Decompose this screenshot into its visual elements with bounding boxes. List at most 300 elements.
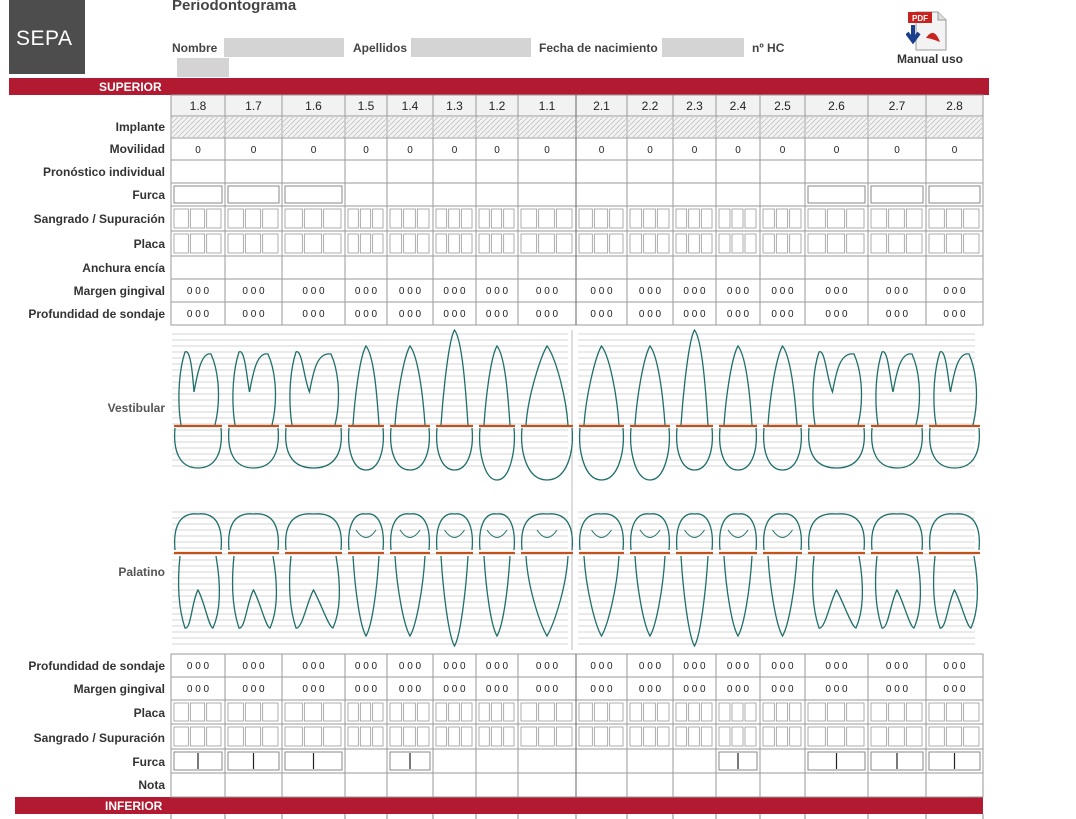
placa-checkbox[interactable] xyxy=(689,234,700,253)
implante-cell[interactable] xyxy=(477,117,517,137)
sangrado-checkbox[interactable] xyxy=(228,209,243,228)
profundidad-sondaje-value: 0 0 0 xyxy=(638,661,662,672)
sangrado-checkbox[interactable] xyxy=(906,209,922,228)
sangrado-checkbox[interactable] xyxy=(732,209,743,228)
placa-checkbox[interactable] xyxy=(594,703,607,721)
movilidad-value: 0 xyxy=(250,145,257,156)
placa-checkbox[interactable] xyxy=(539,703,555,721)
sangrado-checkbox[interactable] xyxy=(521,727,537,746)
placa-checkbox[interactable] xyxy=(701,703,712,721)
sangrado-checkbox[interactable] xyxy=(827,727,844,746)
placa-checkbox[interactable] xyxy=(676,234,687,253)
tooth-vestibular-2.4[interactable] xyxy=(719,346,757,470)
placa-checkbox[interactable] xyxy=(732,234,743,253)
placa-checkbox[interactable] xyxy=(174,234,188,253)
sepa-logo: SEPA xyxy=(9,0,85,74)
row-label-furca: Furca xyxy=(132,188,165,202)
placa-checkbox[interactable] xyxy=(790,234,801,253)
placa-checkbox[interactable] xyxy=(964,234,979,253)
row-label-sangrado: Sangrado / Supuración xyxy=(33,212,165,226)
placa-checkbox[interactable] xyxy=(348,234,358,253)
sangrado-checkbox[interactable] xyxy=(174,727,188,746)
profundidad-sondaje-value: 0 0 0 xyxy=(825,309,848,320)
movilidad-value: 0 xyxy=(894,145,900,156)
placa-checkbox[interactable] xyxy=(929,234,944,253)
placa-checkbox[interactable] xyxy=(245,703,260,721)
placa-checkbox[interactable] xyxy=(360,234,370,253)
tooth-palatino-2.5[interactable] xyxy=(763,514,802,636)
sangrado-checkbox[interactable] xyxy=(449,209,460,228)
tooth-palatino-1.8[interactable] xyxy=(174,514,222,628)
sangrado-checkbox[interactable] xyxy=(245,209,260,228)
placa-checkbox[interactable] xyxy=(504,234,514,253)
sangrado-checkbox[interactable] xyxy=(263,727,278,746)
sangrado-checkbox[interactable] xyxy=(491,209,501,228)
implante-cell[interactable] xyxy=(519,117,575,137)
profundidad-sondaje-value: 0 0 0 xyxy=(771,661,794,672)
placa-checkbox[interactable] xyxy=(847,234,864,253)
furca-input[interactable] xyxy=(808,186,865,203)
placa-checkbox[interactable] xyxy=(228,234,243,253)
row-label-profundidad-sondaje: Profundidad de sondaje xyxy=(28,307,165,321)
sangrado-checkbox[interactable] xyxy=(504,209,514,228)
sangrado-checkbox[interactable] xyxy=(644,209,656,228)
sangrado-checkbox[interactable] xyxy=(763,209,774,228)
placa-checkbox[interactable] xyxy=(207,234,221,253)
implante-cell[interactable] xyxy=(674,117,715,137)
tooth-palatino-1.6[interactable] xyxy=(285,514,342,628)
margen-gingival-value: 0 0 0 xyxy=(535,286,559,297)
movilidad-value: 0 xyxy=(363,145,369,156)
placa-checkbox[interactable] xyxy=(946,703,961,721)
tooth-vestibular-2.8[interactable] xyxy=(929,352,980,468)
profundidad-sondaje-value: 0 0 0 xyxy=(354,309,378,320)
tooth-vestibular-2.7[interactable] xyxy=(871,352,923,468)
placa-checkbox[interactable] xyxy=(449,234,460,253)
placa-checkbox[interactable] xyxy=(190,703,204,721)
tooth-vestibular-1.7[interactable] xyxy=(228,352,279,468)
sangrado-checkbox[interactable] xyxy=(579,209,592,228)
placa-checkbox[interactable] xyxy=(579,703,592,721)
margen-gingival-value: 0 0 0 xyxy=(771,684,794,695)
placa-checkbox[interactable] xyxy=(539,234,555,253)
table-row xyxy=(171,302,983,325)
sangrado-checkbox[interactable] xyxy=(436,727,447,746)
sangrado-checkbox[interactable] xyxy=(521,209,537,228)
sangrado-checkbox[interactable] xyxy=(676,727,687,746)
implante-cell[interactable] xyxy=(388,117,432,137)
sangrado-checkbox[interactable] xyxy=(556,209,572,228)
implante-cell[interactable] xyxy=(577,117,626,137)
tooth-vestibular-2.6[interactable] xyxy=(808,352,865,468)
implante-cell[interactable] xyxy=(172,117,224,137)
placa-checkbox[interactable] xyxy=(610,703,623,721)
margen-gingival-value: 0 0 0 xyxy=(683,684,706,695)
profundidad-sondaje-value: 0 0 0 xyxy=(885,309,909,320)
sangrado-checkbox[interactable] xyxy=(964,727,979,746)
tooth-palatino-1.1[interactable] xyxy=(521,514,573,636)
placa-checkbox[interactable] xyxy=(390,234,402,253)
placa-checkbox[interactable] xyxy=(404,234,416,253)
tooth-palatino-2.2[interactable] xyxy=(630,514,670,636)
placa-checkbox[interactable] xyxy=(732,703,743,721)
placa-checkbox[interactable] xyxy=(827,234,844,253)
margen-gingival-value: 0 0 0 xyxy=(242,684,265,695)
placa-checkbox[interactable] xyxy=(228,703,243,721)
sangrado-checkbox[interactable] xyxy=(228,727,243,746)
sangrado-checkbox[interactable] xyxy=(776,727,787,746)
tooth-palatino-1.7[interactable] xyxy=(228,514,279,628)
placa-checkbox[interactable] xyxy=(630,703,642,721)
sangrado-checkbox[interactable] xyxy=(190,727,204,746)
row-label-nota: Nota xyxy=(138,778,165,792)
implante-cell[interactable] xyxy=(761,117,804,137)
placa-checkbox[interactable] xyxy=(745,703,756,721)
placa-checkbox[interactable] xyxy=(657,703,669,721)
sangrado-checkbox[interactable] xyxy=(479,209,489,228)
placa-checkbox[interactable] xyxy=(285,703,302,721)
margen-gingival-value: 0 0 0 xyxy=(638,684,662,695)
placa-checkbox[interactable] xyxy=(579,234,592,253)
sangrado-checkbox[interactable] xyxy=(207,727,221,746)
placa-checkbox[interactable] xyxy=(871,234,887,253)
sangrado-checkbox[interactable] xyxy=(763,727,774,746)
placa-checkbox[interactable] xyxy=(610,234,623,253)
placa-checkbox[interactable] xyxy=(436,234,447,253)
placa-checkbox[interactable] xyxy=(504,703,514,721)
tooth-number-1.3: 1.3 xyxy=(446,99,463,113)
sangrado-checkbox[interactable] xyxy=(504,727,514,746)
furca-input[interactable] xyxy=(929,186,980,203)
profundidad-sondaje-value: 0 0 0 xyxy=(398,309,422,320)
margen-gingival-value: 0 0 0 xyxy=(398,684,422,695)
row-label-placa-lower: Placa xyxy=(133,706,165,720)
sangrado-checkbox[interactable] xyxy=(719,727,730,746)
sangrado-checkbox[interactable] xyxy=(808,209,825,228)
sangrado-checkbox[interactable] xyxy=(745,727,756,746)
placa-checkbox[interactable] xyxy=(808,703,825,721)
placa-checkbox[interactable] xyxy=(776,703,787,721)
tooth-palatino-2.6[interactable] xyxy=(808,514,865,628)
margen-gingival-value: 0 0 0 xyxy=(535,684,559,695)
movilidad-value: 0 xyxy=(735,145,741,156)
sangrado-checkbox[interactable] xyxy=(190,209,204,228)
tooth-number-1.2: 1.2 xyxy=(488,99,506,113)
tooth-vestibular-1.8[interactable] xyxy=(174,352,222,468)
placa-checkbox[interactable] xyxy=(304,703,321,721)
placa-checkbox[interactable] xyxy=(719,234,730,253)
placa-checkbox[interactable] xyxy=(946,234,961,253)
sangrado-checkbox[interactable] xyxy=(245,727,260,746)
sangrado-checkbox[interactable] xyxy=(644,727,656,746)
profundidad-sondaje-value: 0 0 0 xyxy=(590,309,613,320)
implante-cell[interactable] xyxy=(434,117,475,137)
sangrado-checkbox[interactable] xyxy=(676,209,687,228)
implante-cell[interactable] xyxy=(346,117,386,137)
sangrado-checkbox[interactable] xyxy=(719,209,730,228)
sangrado-checkbox[interactable] xyxy=(390,209,402,228)
placa-checkbox[interactable] xyxy=(594,234,607,253)
placa-checkbox[interactable] xyxy=(657,234,669,253)
sangrado-checkbox[interactable] xyxy=(732,727,743,746)
profundidad-sondaje-value: 0 0 0 xyxy=(535,309,559,320)
placa-checkbox[interactable] xyxy=(461,703,472,721)
profundidad-sondaje-value: 0 0 0 xyxy=(485,661,509,672)
implante-cell[interactable] xyxy=(283,117,344,137)
sangrado-checkbox[interactable] xyxy=(745,209,756,228)
placa-checkbox[interactable] xyxy=(245,234,260,253)
placa-checkbox[interactable] xyxy=(207,703,221,721)
placa-checkbox[interactable] xyxy=(521,234,537,253)
movilidad-value: 0 xyxy=(544,145,550,156)
sangrado-checkbox[interactable] xyxy=(630,727,642,746)
tooth-palatino-2.8[interactable] xyxy=(929,514,980,628)
sangrado-checkbox[interactable] xyxy=(348,727,358,746)
sangrado-checkbox[interactable] xyxy=(417,209,429,228)
placa-checkbox[interactable] xyxy=(324,234,341,253)
implante-cell[interactable] xyxy=(628,117,672,137)
sangrado-checkbox[interactable] xyxy=(630,209,642,228)
placa-checkbox[interactable] xyxy=(390,703,402,721)
tooth-palatino-2.7[interactable] xyxy=(871,514,923,628)
sangrado-checkbox[interactable] xyxy=(776,209,787,228)
sangrado-checkbox[interactable] xyxy=(404,209,416,228)
tooth-palatino-1.4[interactable] xyxy=(390,514,430,636)
placa-checkbox[interactable] xyxy=(676,703,687,721)
profundidad-sondaje-value: 0 0 0 xyxy=(683,309,706,320)
sangrado-checkbox[interactable] xyxy=(579,727,592,746)
sangrado-checkbox[interactable] xyxy=(790,209,801,228)
profundidad-sondaje-value: 0 0 0 xyxy=(398,661,422,672)
movilidad-value: 0 xyxy=(779,145,786,156)
sangrado-checkbox[interactable] xyxy=(594,727,607,746)
placa-checkbox[interactable] xyxy=(790,703,801,721)
furca-input[interactable] xyxy=(228,186,279,203)
placa-checkbox[interactable] xyxy=(285,234,302,253)
row-label-movilidad: Movilidad xyxy=(109,142,165,156)
sangrado-checkbox[interactable] xyxy=(449,727,460,746)
row-label-sangrado-lower: Sangrado / Supuración xyxy=(33,731,165,745)
sangrado-checkbox[interactable] xyxy=(929,727,944,746)
tooth-number-1.6: 1.6 xyxy=(305,99,322,113)
placa-checkbox[interactable] xyxy=(644,703,656,721)
placa-checkbox[interactable] xyxy=(479,703,489,721)
sangrado-checkbox[interactable] xyxy=(461,727,472,746)
sangrado-checkbox[interactable] xyxy=(610,727,623,746)
margen-gingival-value: 0 0 0 xyxy=(242,286,265,297)
placa-checkbox[interactable] xyxy=(491,234,501,253)
sangrado-checkbox[interactable] xyxy=(889,209,905,228)
placa-checkbox[interactable] xyxy=(479,234,489,253)
placa-checkbox[interactable] xyxy=(521,703,537,721)
implante-cell[interactable] xyxy=(869,117,925,137)
sangrado-checkbox[interactable] xyxy=(373,727,383,746)
placa-checkbox[interactable] xyxy=(644,234,656,253)
margen-gingival-value: 0 0 0 xyxy=(726,286,750,297)
sangrado-checkbox[interactable] xyxy=(871,727,887,746)
sangrado-checkbox[interactable] xyxy=(871,209,887,228)
placa-checkbox[interactable] xyxy=(776,234,787,253)
sangrado-checkbox[interactable] xyxy=(417,727,429,746)
placa-checkbox[interactable] xyxy=(906,703,922,721)
placa-checkbox[interactable] xyxy=(417,703,429,721)
sangrado-checkbox[interactable] xyxy=(285,209,302,228)
margen-gingival-value: 0 0 0 xyxy=(943,286,966,297)
movilidad-value: 0 xyxy=(451,145,458,156)
tooth-vestibular-2.5[interactable] xyxy=(763,346,802,470)
placa-checkbox[interactable] xyxy=(491,703,501,721)
sangrado-checkbox[interactable] xyxy=(689,727,700,746)
placa-checkbox[interactable] xyxy=(745,234,756,253)
placa-checkbox[interactable] xyxy=(763,703,774,721)
sangrado-checkbox[interactable] xyxy=(964,209,979,228)
row-label-margen-gingival: Margen gingival xyxy=(73,284,165,298)
pdf-tag: PDF xyxy=(912,14,928,23)
profundidad-sondaje-value: 0 0 0 xyxy=(590,661,613,672)
placa-checkbox[interactable] xyxy=(889,234,905,253)
margen-gingival-value: 0 0 0 xyxy=(825,684,848,695)
tooth-vestibular-1.4[interactable] xyxy=(390,346,430,470)
sangrado-checkbox[interactable] xyxy=(360,727,370,746)
sangrado-checkbox[interactable] xyxy=(929,209,944,228)
tooth-palatino-2.4[interactable] xyxy=(719,514,757,636)
tooth-palatino-2.1[interactable] xyxy=(579,514,624,636)
sangrado-checkbox[interactable] xyxy=(827,209,844,228)
table-row xyxy=(171,279,983,302)
sangrado-checkbox[interactable] xyxy=(657,209,669,228)
implante-cell[interactable] xyxy=(226,117,281,137)
placa-checkbox[interactable] xyxy=(324,703,341,721)
placa-checkbox[interactable] xyxy=(889,703,905,721)
placa-checkbox[interactable] xyxy=(348,703,358,721)
tooth-number-1.5: 1.5 xyxy=(357,99,375,113)
sangrado-checkbox[interactable] xyxy=(847,209,864,228)
placa-checkbox[interactable] xyxy=(701,234,712,253)
row-label-profundidad-sondaje-lower: Profundidad de sondaje xyxy=(28,659,165,673)
placa-checkbox[interactable] xyxy=(461,234,472,253)
sangrado-checkbox[interactable] xyxy=(491,727,501,746)
placa-checkbox[interactable] xyxy=(630,234,642,253)
implante-cell[interactable] xyxy=(717,117,759,137)
sangrado-checkbox[interactable] xyxy=(689,209,700,228)
sangrado-checkbox[interactable] xyxy=(539,727,555,746)
placa-checkbox[interactable] xyxy=(763,234,774,253)
profundidad-sondaje-value: 0 0 0 xyxy=(186,309,210,320)
sangrado-checkbox[interactable] xyxy=(790,727,801,746)
placa-checkbox[interactable] xyxy=(906,234,922,253)
placa-checkbox[interactable] xyxy=(263,703,278,721)
sangrado-checkbox[interactable] xyxy=(594,209,607,228)
sangrado-checkbox[interactable] xyxy=(436,209,447,228)
placa-checkbox[interactable] xyxy=(808,234,825,253)
profundidad-sondaje-value: 0 0 0 xyxy=(726,309,750,320)
sangrado-checkbox[interactable] xyxy=(404,727,416,746)
sangrado-checkbox[interactable] xyxy=(906,727,922,746)
sangrado-checkbox[interactable] xyxy=(657,727,669,746)
sangrado-checkbox[interactable] xyxy=(373,209,383,228)
sangrado-checkbox[interactable] xyxy=(847,727,864,746)
placa-checkbox[interactable] xyxy=(304,234,321,253)
sangrado-checkbox[interactable] xyxy=(946,209,961,228)
placa-checkbox[interactable] xyxy=(404,703,416,721)
tooth-number-1.7: 1.7 xyxy=(245,99,262,113)
sangrado-checkbox[interactable] xyxy=(360,209,370,228)
sangrado-checkbox[interactable] xyxy=(461,209,472,228)
sangrado-checkbox[interactable] xyxy=(946,727,961,746)
sangrado-checkbox[interactable] xyxy=(174,209,188,228)
furca-input[interactable] xyxy=(174,186,222,203)
placa-checkbox[interactable] xyxy=(190,234,204,253)
tooth-vestibular-1.6[interactable] xyxy=(285,352,342,468)
tooth-vestibular-1.5[interactable] xyxy=(348,346,384,470)
placa-checkbox[interactable] xyxy=(174,703,188,721)
placa-checkbox[interactable] xyxy=(436,703,447,721)
tooth-palatino-1.5[interactable] xyxy=(348,514,384,636)
tooth-palatino-1.2[interactable] xyxy=(479,514,515,636)
placa-checkbox[interactable] xyxy=(719,703,730,721)
sangrado-checkbox[interactable] xyxy=(610,209,623,228)
profundidad-sondaje-value: 0 0 0 xyxy=(943,661,966,672)
sangrado-checkbox[interactable] xyxy=(390,727,402,746)
sangrado-checkbox[interactable] xyxy=(207,209,221,228)
implante-cell[interactable] xyxy=(806,117,867,137)
placa-checkbox[interactable] xyxy=(871,703,887,721)
sangrado-checkbox[interactable] xyxy=(479,727,489,746)
profundidad-sondaje-value: 0 0 0 xyxy=(726,661,750,672)
placa-checkbox[interactable] xyxy=(373,234,383,253)
placa-checkbox[interactable] xyxy=(827,703,844,721)
movilidad-value: 0 xyxy=(310,145,317,156)
furca-input[interactable] xyxy=(285,186,342,203)
sangrado-checkbox[interactable] xyxy=(324,727,341,746)
tooth-number-2.1: 2.1 xyxy=(593,99,610,113)
row-label-implante: Implante xyxy=(115,120,165,134)
sangrado-checkbox[interactable] xyxy=(304,209,321,228)
placa-checkbox[interactable] xyxy=(847,703,864,721)
table-row xyxy=(171,677,983,700)
section-label-vestibular: Vestibular xyxy=(107,401,165,415)
placa-checkbox[interactable] xyxy=(556,234,572,253)
sangrado-checkbox[interactable] xyxy=(539,209,555,228)
sangrado-checkbox[interactable] xyxy=(263,209,278,228)
sangrado-checkbox[interactable] xyxy=(285,727,302,746)
table-row xyxy=(171,160,983,183)
placa-checkbox[interactable] xyxy=(689,703,700,721)
margen-gingival-value: 0 0 0 xyxy=(485,286,509,297)
sangrado-checkbox[interactable] xyxy=(556,727,572,746)
implante-cell[interactable] xyxy=(927,117,982,137)
margen-gingival-value: 0 0 0 xyxy=(485,684,509,695)
placa-checkbox[interactable] xyxy=(556,703,572,721)
placa-checkbox[interactable] xyxy=(929,703,944,721)
sangrado-checkbox[interactable] xyxy=(889,727,905,746)
sangrado-checkbox[interactable] xyxy=(701,727,712,746)
placa-checkbox[interactable] xyxy=(964,703,979,721)
sangrado-checkbox[interactable] xyxy=(808,727,825,746)
furca-input[interactable] xyxy=(871,186,923,203)
placa-checkbox[interactable] xyxy=(360,703,370,721)
sangrado-checkbox[interactable] xyxy=(701,209,712,228)
placa-checkbox[interactable] xyxy=(373,703,383,721)
placa-checkbox[interactable] xyxy=(263,234,278,253)
placa-checkbox[interactable] xyxy=(417,234,429,253)
sangrado-checkbox[interactable] xyxy=(304,727,321,746)
manual-uso-link[interactable]: Manual uso xyxy=(897,52,964,66)
placa-checkbox[interactable] xyxy=(449,703,460,721)
sangrado-checkbox[interactable] xyxy=(348,209,358,228)
sangrado-checkbox[interactable] xyxy=(324,209,341,228)
table-row xyxy=(171,138,983,160)
